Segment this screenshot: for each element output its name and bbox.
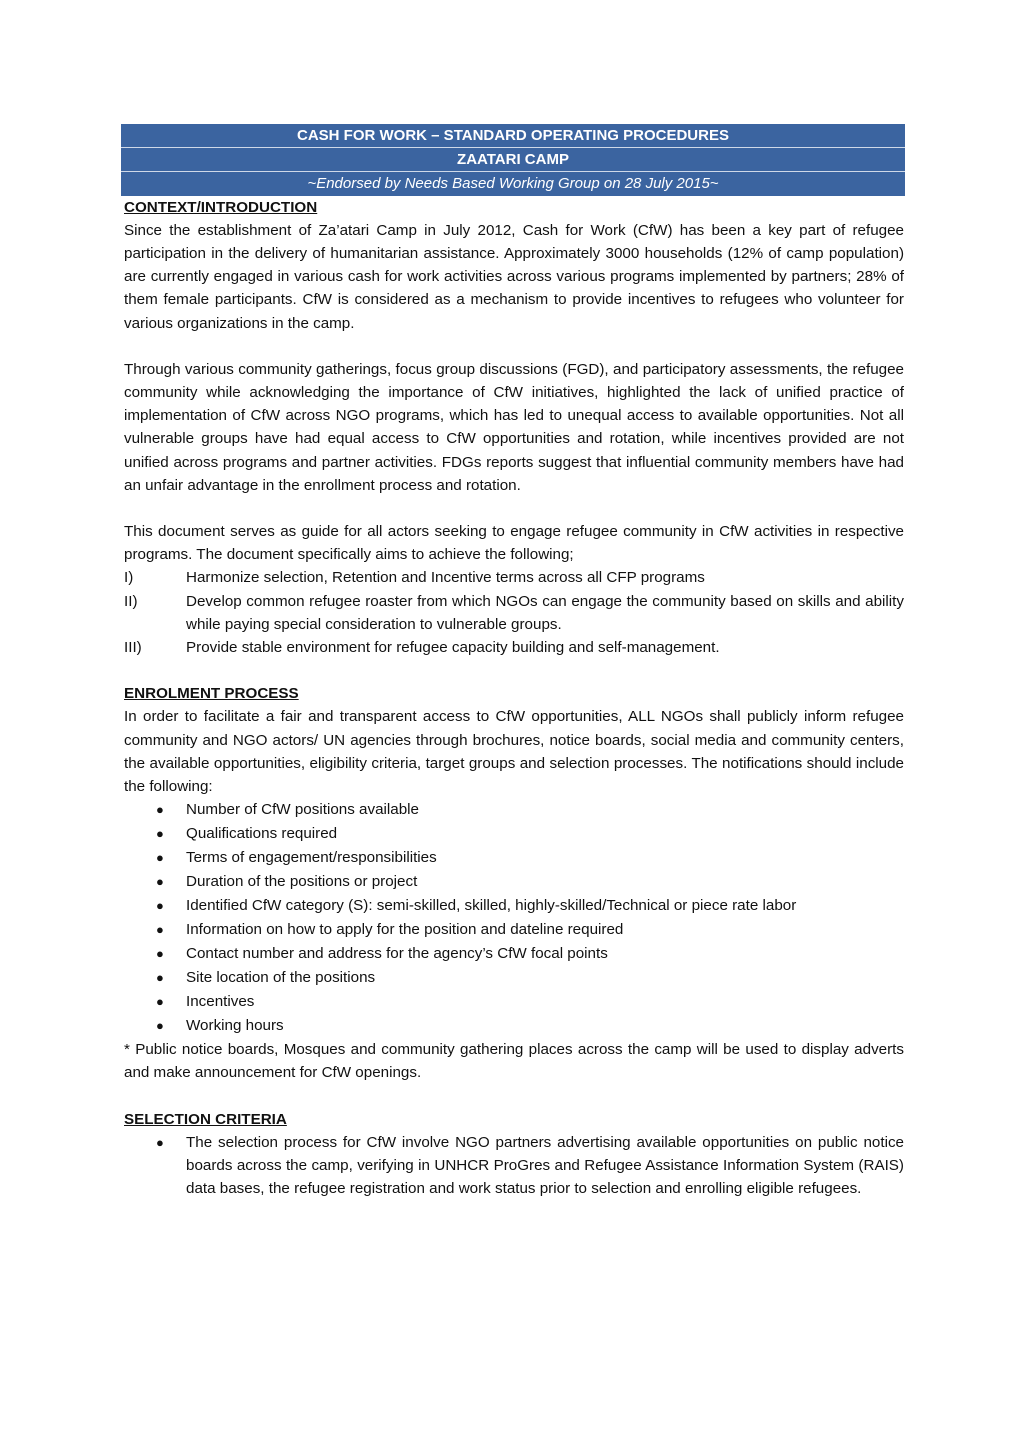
list-item-text: The selection process for CfW involve NGO partners advertising available opportunities on public notice boards across the camp, verifying in UNHCR ProGres and Refugee Assistance Information System (RAIS) data bases, the refugee registration and work status prior to selection and enrolling eligible refugees.: [186, 1133, 904, 1198]
bullet-icon: ●: [156, 874, 164, 890]
list-item: [124, 798, 904, 821]
list-item: [124, 822, 904, 845]
list-item: [124, 870, 904, 893]
list-item-text: Identified CfW category (S): semi-skilled, skilled, highly-skilled/Technical or piece rate labor: [186, 897, 797, 915]
bullet-icon: ●: [156, 994, 164, 1010]
bullet-icon: ●: [156, 946, 164, 962]
list-item: [124, 846, 904, 869]
list-item: [124, 990, 904, 1013]
context-paragraph-2: Through various community gatherings, focus group discussions (FGD), and participatory assessments, the refugee community while acknowledging the importance of CfW initiatives, highlighted the lack of unified practice of implementation of CfW across NGO programs, which has led to unequal access to available opportunities. Not all vulnerable groups have had equal access to CfW opportunities and rotation, while incentives provided are not unified across programs and partner activities. FDGs reports suggest that influential community members have had an unfair advantage in the enrollment process and rotation.: [124, 360, 904, 494]
aim-item: [124, 590, 904, 636]
list-item-text: Contact number and address for the agency’s CfW focal points: [186, 945, 608, 963]
section-title-context: CONTEXT/INTRODUCTION: [124, 198, 318, 216]
list-item-text: Working hours: [186, 1017, 284, 1035]
list-item-text: Site location of the positions: [186, 969, 376, 987]
list-item-text: Information on how to apply for the position and dateline required: [186, 921, 624, 939]
list-item: [124, 918, 904, 941]
bullet-icon: ●: [156, 922, 164, 938]
list-item: [124, 894, 904, 917]
context-paragraph-1: Since the establishment of Za’atari Camp in July 2012, Cash for Work (CfW) has been a key part of refugee participation in the delivery of humanitarian assistance. Approximately 3000 households (12% of camp population) are currently engaged in various cash for work activities across various programs implemented by partners; 28% of them female participants. CfW is considered as a mechanism to provide incentives to refugees who volunteer for various organizations in the camp.: [124, 221, 904, 332]
bullet-icon: ●: [156, 1134, 164, 1150]
enrolment-paragraph: In order to facilitate a fair and transparent access to CfW opportunities, ALL NGOs shall publicly inform refugee community and NGO actors/ UN agencies through brochures, notice boards, social media and community centers, the available opportunities, eligibility criteria, target groups and selection processes. The notifications should include the following:: [124, 708, 904, 796]
aims-list: [124, 566, 904, 659]
aim-text: Provide stable environment for refugee capacity building and self-management.: [186, 639, 720, 657]
spacer: [124, 497, 904, 520]
camp-name: ZAATARI CAMP: [121, 147, 905, 171]
spacer: [124, 335, 904, 358]
bullet-icon: ●: [156, 1018, 164, 1034]
aim-text: Harmonize selection, Retention and Incentive terms across all CFP programs: [186, 569, 705, 587]
list-item: [124, 942, 904, 965]
section-title-selection: SELECTION CRITERIA: [124, 1110, 287, 1128]
spacer: [124, 659, 904, 682]
selection-list: [124, 1131, 904, 1201]
header-banner: [121, 124, 905, 196]
endorsement-line: ~Endorsed by Needs Based Working Group on 28 July 2015~: [121, 171, 905, 195]
aim-marker: I): [124, 569, 134, 587]
list-item-text: Duration of the positions or project: [186, 873, 418, 891]
list-item: [124, 1131, 904, 1201]
spacer: [124, 1085, 904, 1108]
page-content: [124, 124, 904, 1201]
section-title-enrolment: ENROLMENT PROCESS: [124, 685, 299, 703]
bullet-icon: ●: [156, 826, 164, 842]
list-item: [124, 966, 904, 989]
bullet-icon: ●: [156, 970, 164, 986]
document-title: CASH FOR WORK – STANDARD OPERATING PROCEDURES: [297, 127, 729, 144]
bullet-icon: ●: [156, 802, 164, 818]
aim-marker: II): [124, 592, 138, 610]
aim-text: Develop common refugee roaster from which NGOs can engage the community based on skills and ability while paying special consideration to vulnerable groups.: [186, 592, 904, 633]
aim-marker: III): [124, 639, 142, 657]
aim-item: [124, 566, 904, 589]
bullet-icon: ●: [156, 898, 164, 914]
list-item-text: Qualifications required: [186, 825, 338, 843]
notification-items-list: [124, 798, 904, 1037]
enrolment-note: * Public notice boards, Mosques and community gathering places across the camp will be used to display adverts and make announcement for CfW openings.: [124, 1041, 904, 1082]
context-paragraph-3: This document serves as guide for all actors seeking to engage refugee community in CfW activities in respective programs. The document specifically aims to achieve the following;: [124, 523, 904, 564]
list-item-text: Incentives: [186, 993, 255, 1011]
bullet-icon: ●: [156, 850, 164, 866]
list-item-text: Number of CfW positions available: [186, 801, 419, 819]
aim-item: [124, 636, 904, 659]
list-item-text: Terms of engagement/responsibilities: [186, 849, 437, 867]
list-item: [124, 1014, 904, 1037]
